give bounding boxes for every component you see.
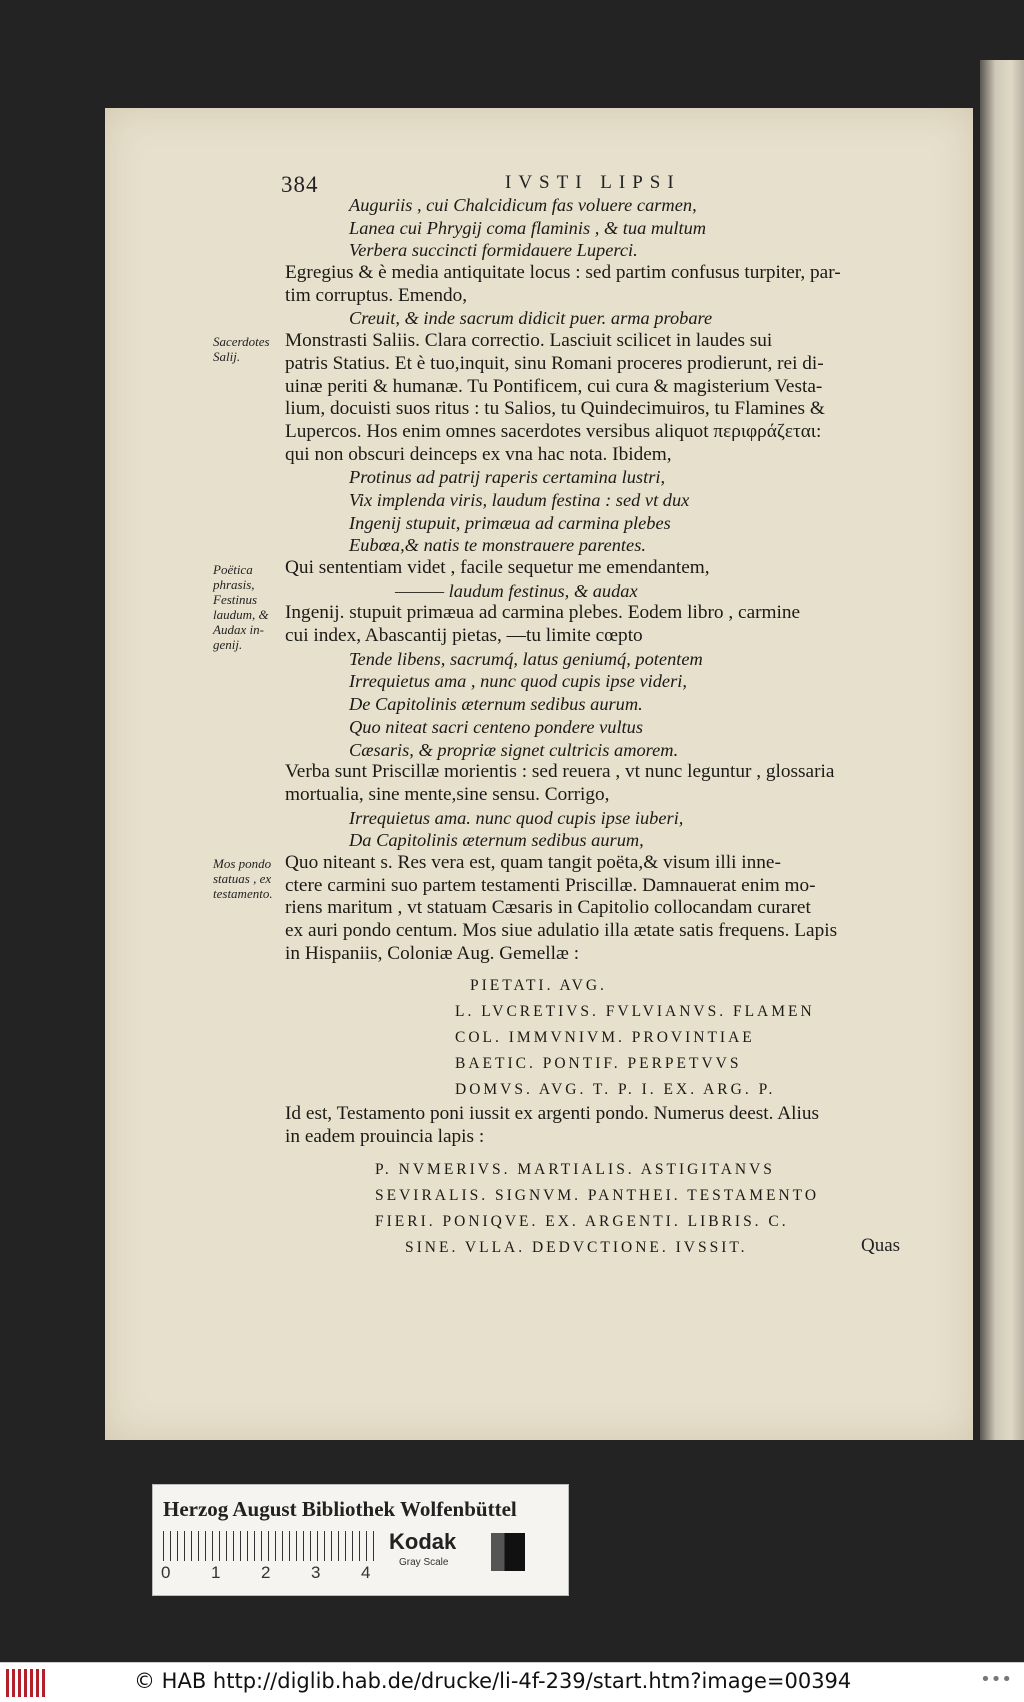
text-line: Lanea cui Phrygij coma flaminis , & tua multum <box>349 217 707 238</box>
marginal-line: Poëtica <box>213 562 253 577</box>
gray-swatch <box>491 1533 525 1571</box>
hab-logo-icon <box>6 1669 46 1697</box>
gray-scale-label: Gray Scale <box>399 1557 449 1568</box>
marginal-line: Festinus <box>213 592 258 607</box>
ruler-number: 2 <box>261 1563 271 1582</box>
marginal-note-poetica <box>213 562 293 652</box>
text-line: lium, docuisti suos ritus : tu Salios, tu Quindecimuiros, tu Flamines & <box>285 398 825 420</box>
inscription-line: COL. IMMVNIVM. PROVINTIAE <box>455 1029 755 1047</box>
text-line: Verbera succincti formidauere Luperci. <box>349 240 638 261</box>
marginal-line: phrasis, <box>213 577 255 592</box>
page-number: 384 <box>281 172 319 197</box>
text-line: Irrequietus ama , nunc quod cupis ipse videri, <box>349 671 687 692</box>
ruler-number: 3 <box>311 1563 321 1582</box>
inscription-line: PIETATI. AVG. <box>470 977 607 995</box>
text-line: ex auri pondo centum. Mos siue adulatio illa ætate satis frequens. Lapis <box>285 920 838 941</box>
running-title: IVSTI LIPSI <box>505 172 681 193</box>
text-line: ——— laudum festinus, & audax <box>395 580 638 601</box>
text-line: Id est, Testamento poni iussit ex argenti pondo. Numerus deest. Alius <box>285 1103 819 1125</box>
text-line: in Hispaniis, Coloniæ Aug. Gemellæ : <box>285 942 580 964</box>
footer-bar <box>0 1662 1024 1702</box>
inscription-line: SEVIRALIS. SIGNVM. PANTHEI. TESTAMENTO <box>375 1186 820 1204</box>
inscription-line: SINE. VLLA. DEDVCTIONE. IVSSIT. <box>405 1238 748 1256</box>
ruler-number: 0 <box>161 1563 171 1582</box>
inscription-line: BAETIC. PONTIF. PERPETVVS <box>455 1055 742 1073</box>
text-line: Lupercos. Hos enim omnes sacerdotes versibus aliquot περιφράζεται: <box>285 420 822 442</box>
text-line: cui index, Abascantij pietas, —tu limite cœpto <box>285 625 643 647</box>
marginal-line: Mos pondo <box>213 856 272 871</box>
ruler-scale <box>163 1531 375 1561</box>
text-line: Protinus ad patrij raperis certamina lustri, <box>349 467 666 488</box>
inscription-line: DOMVS. AVG. T. P. I. EX. ARG. P. <box>455 1081 776 1099</box>
marginal-line: Sacerdotes <box>213 334 270 349</box>
marginal-line: testamento. <box>213 886 273 901</box>
text-line: Da Capitolinis æternum sedibus aurum, <box>349 830 644 851</box>
marginal-line: Salij. <box>213 349 241 364</box>
text-line: mortualia, sine mente,sine sensu. Corrigo, <box>285 783 610 805</box>
text-line: ctere carmini suo partem testamenti Priscillæ. Damnauerat enim mo- <box>285 874 816 896</box>
inscription-line: L. LVCRETIVS. FVLVIANVS. FLAMEN <box>455 1003 815 1021</box>
text-line: Ingenij. stupuit primæua ad carmina plebes. Eodem libro , carmine <box>285 602 801 624</box>
text-line: Tende libens, sacrumq́, latus geniumq́, potentem <box>349 648 703 669</box>
text-line: Creuit, & inde sacrum didicit puer. arma probare <box>349 308 713 329</box>
library-name: Herzog August Bibliothek Wolfenbüttel <box>163 1497 517 1521</box>
catchword: Quas <box>861 1235 901 1256</box>
color-calibration-bar <box>152 1484 569 1596</box>
text-line: Quo niteant s. Res vera est, quam tangit poëta,& visum illi inne- <box>285 851 781 873</box>
inscription-line: P. NVMERIVS. MARTIALIS. ASTIGITANVS <box>375 1160 775 1178</box>
text-line: patris Statius. Et è tuo,inquit, sinu Romani proceres prodierunt, rei di- <box>285 352 824 374</box>
marginal-line: statuas , ex <box>213 871 272 886</box>
marginal-line: Audax in- <box>213 622 264 637</box>
text-line: in eadem prouincia lapis : <box>285 1126 485 1148</box>
text-line: Auguriis , cui Chalcidicum fas voluere carmen, <box>349 195 697 215</box>
more-icon[interactable]: ••• <box>980 1669 1012 1690</box>
marginal-note-mos <box>213 856 293 901</box>
text-line: Cæsaris, & propriæ signet cultricis amorem. <box>349 739 679 760</box>
text-line: De Capitolinis æternum sedibus aurum. <box>349 694 643 715</box>
text-line: Quo niteat sacri centeno pondere vultus <box>349 716 644 737</box>
main-text <box>285 194 945 1261</box>
marginal-note-sacerdotes <box>213 334 293 364</box>
text-line: Egregius & è media antiquitate locus : sed partim confusus turpiter, par- <box>285 262 841 284</box>
text-line: Vix implenda viris, laudum festina : sed vt dux <box>349 489 690 510</box>
source-url[interactable]: © HAB http://diglib.hab.de/drucke/li-4f-239/start.htm?image=00394 <box>134 1669 852 1693</box>
text-line: Qui sententiam videt , facile sequetur me emendantem, <box>285 557 710 578</box>
text-line: Verba sunt Priscillæ morientis : sed reuera , vt nunc leguntur , glossaria <box>285 761 835 783</box>
text-line: riens maritum , vt statuam Cæsaris in Capitolio collocandam curaret <box>285 897 811 919</box>
text-line: tim corruptus. Emendo, <box>285 284 468 306</box>
kodak-logo: Kodak <box>389 1529 457 1554</box>
text-line: uinæ periti & humanæ. Tu Pontificem, cui cura & magisterium Vesta- <box>285 375 823 397</box>
marginal-line: laudum, & <box>213 607 269 622</box>
marginal-line: genij. <box>213 637 243 652</box>
text-line: Eubœa,& natis te monstrauere parentes. <box>349 535 646 556</box>
text-line: Monstrasti Saliis. Clara correctio. Lasciuit scilicet in laudes sui <box>285 330 773 352</box>
inscription-line: FIERI. PONIQVE. EX. ARGENTI. LIBRIS. C. <box>375 1212 789 1230</box>
text-line: qui non obscuri deinceps ex vna hac nota. Ibidem, <box>285 443 672 465</box>
next-page-edge <box>980 60 1024 1440</box>
text-line: Ingenij stupuit, primæua ad carmina plebes <box>349 512 671 533</box>
book-page <box>105 108 973 1440</box>
ruler-number: 1 <box>211 1563 221 1582</box>
ruler-number: 4 <box>361 1563 371 1582</box>
text-line: Irrequietus ama. nunc quod cupis ipse iuberi, <box>349 807 684 828</box>
